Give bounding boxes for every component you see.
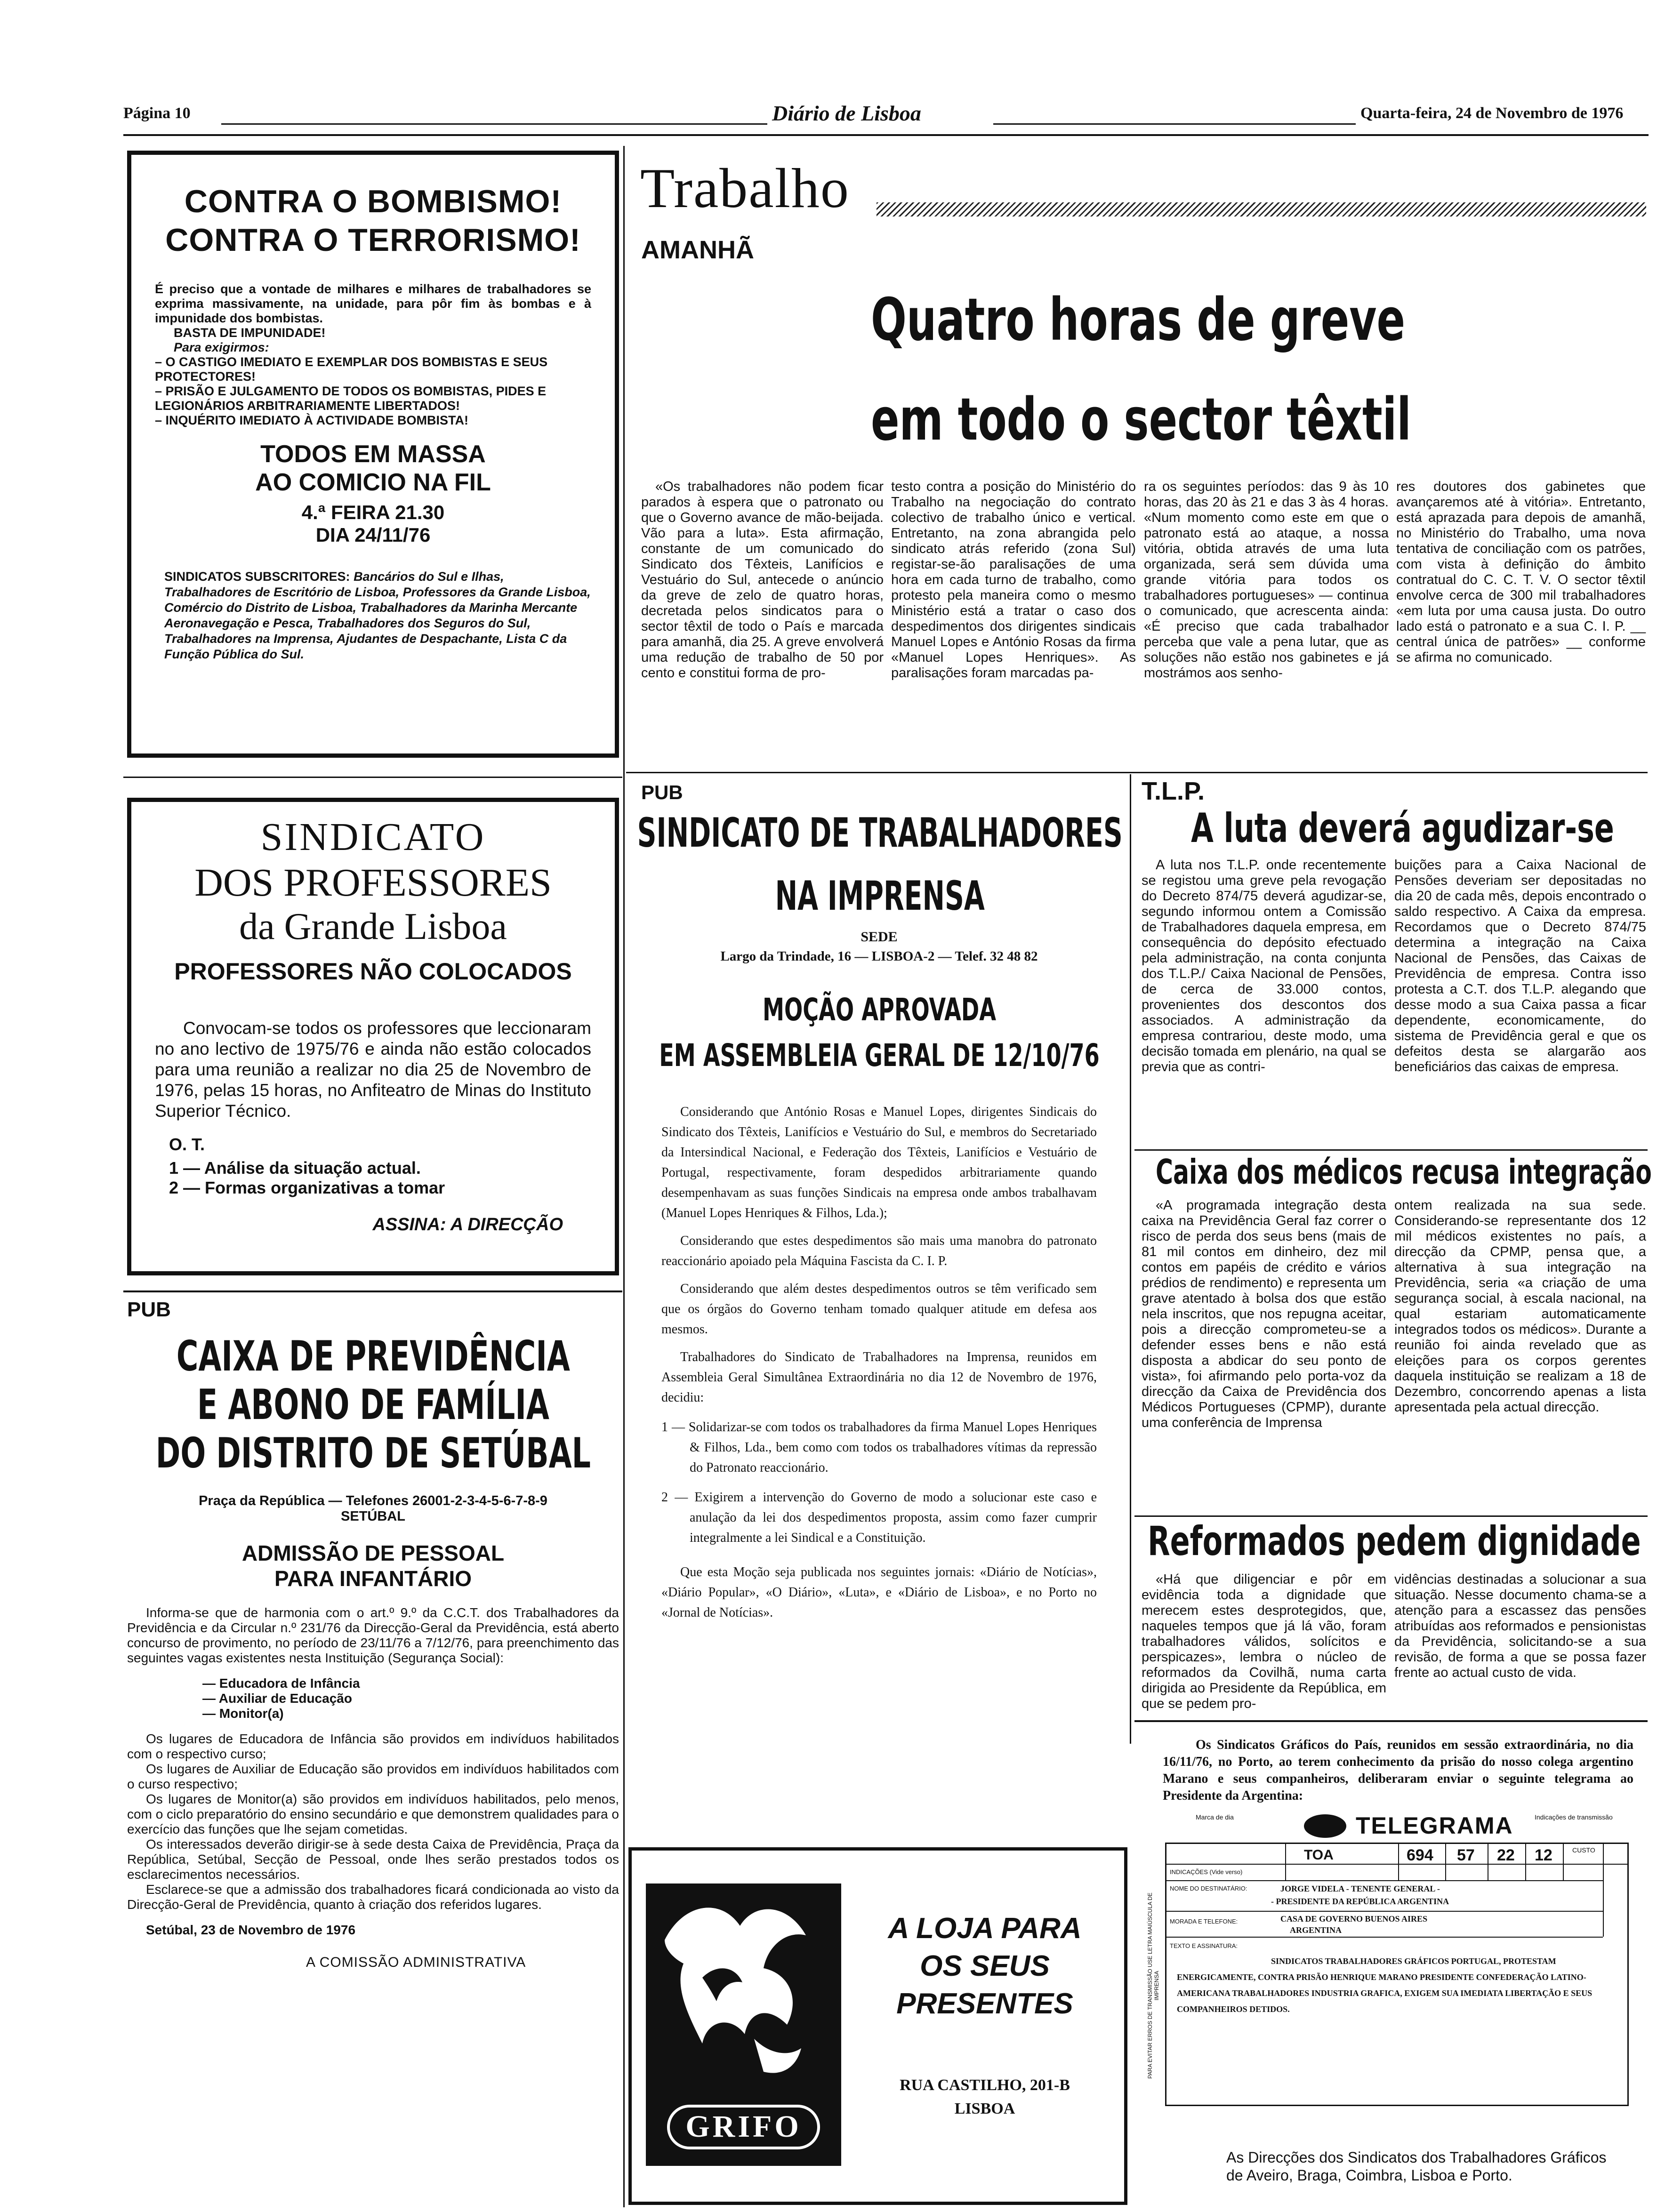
section-title-rule xyxy=(877,202,1646,216)
trabalho-kicker: AMANHÃ xyxy=(641,236,754,264)
imprensa-ad xyxy=(633,809,1125,1826)
imprensa-address: Largo da Trindade, 16 — LISBOA-2 — Telef. 32 48 82 xyxy=(720,949,1038,964)
caixa-heading-1: ADMISSÃO DE PESSOAL xyxy=(241,1541,505,1565)
professores-sign: ASSINA: A DIRECÇÃO xyxy=(372,1215,563,1234)
list-item: – PRISÃO E JULGAMENTO DE TODOS OS BOMBISTAS, PIDES E LEGIONÁRIOS ARBITRARIAMENTE LIBERTADOS! xyxy=(155,384,547,413)
imprensa-para: Considerando que além destes despedimentos outros se têm verificado sem que os órgãos do Governo tenham tomado qualquer atitude em defesa aos mesmos. xyxy=(661,1282,1097,1337)
telegram-data: 22 xyxy=(1497,1846,1515,1864)
trabalho-col-2: testo contra a posição do Ministério do Trabalho na negociação do contrato colectivo de trabalho único e vertical. Entretanto, na zona abrangida pelo sindicato atrás referido (zona Sul) registar-se-ão paralisações de uma hora em cada turno de trabalho, como protesto pela maneira como o mesmo Ministério está a tratar o caso dos despedimentos dos dirigentes sindicais Manuel Lopes e António Rosas da firma «Manuel Lopes Henriques». As paralisações foram marcadas pa- xyxy=(891,479,1136,681)
bombismo-intro: É preciso que a vontade de milhares e milhares de trabalhadores se exprima massivamente, na unidade, para pôr fim às bombas e à impunidade dos bombistas. xyxy=(155,282,591,325)
professores-ot: O. T. xyxy=(169,1135,205,1154)
caixa-city: SETÚBAL xyxy=(341,1509,405,1524)
caixa-para: Os lugares de Auxiliar de Educação são providos em indivíduos habilitados com o curso respectivo; xyxy=(127,1762,619,1791)
caixa-heading-2: PARA INFANTÁRIO xyxy=(274,1566,472,1591)
telegrama-footer: As Direcções dos Sindicatos dos Trabalhadores Gráficos de Aveiro, Braga, Coimbra, Lisboa e Porto. xyxy=(1226,2149,1607,2184)
telegram-mark: Marca de dia xyxy=(1196,1813,1234,1821)
bombismo-demands xyxy=(155,355,591,428)
imprensa-item: 2 — Exigirem a intervenção do Governo de modo a solucionar este caso e anulação da lei dos despedimentos proposta, assim como fazer cumprir integralmente a lei Sindical e a Constituição. xyxy=(661,1490,1097,1545)
reformados-col-2: vidências destinadas a solucionar a sua situação. Nesse documento chama-se a atenção para a escassez das pensões atribuídas aos reformados e pensionistas da Previdência, solicitando-se a sua revisão, de forma a que se possa fazer frente ao actual custo de vida. xyxy=(1394,1572,1646,1680)
telegram-side-note: PARA EVITAR ERROS DE TRANSMISSÃO USE LETRA MAIÚSCULA DE IMPRENSA xyxy=(1147,1892,1160,2079)
professores-ad xyxy=(127,798,619,1275)
bombismo-subs-label: SINDICATOS SUBSCRITORES: xyxy=(164,569,350,584)
section-title: Trabalho xyxy=(640,157,850,219)
page-date: Quarta-feira, 24 de Novembro de 1976 xyxy=(1360,104,1624,122)
imprensa-closing: Que esta Moção seja publicada nos seguintes jornais: «Diário de Notícias», «Diário Popular», «O Diário», «Luta», e «Diário de Lisboa», e no Porto no «Jornal de Notícias». xyxy=(661,1565,1097,1620)
telegram-servico-label: INDICAÇÕES (Vide verso) xyxy=(1170,1868,1243,1875)
caixa-pub-label: PUB xyxy=(127,1298,171,1321)
bombismo-demands-label: Para exigirmos: xyxy=(174,340,269,354)
medicos-headline: Caixa dos médicos recusa integração xyxy=(1156,1152,1652,1192)
bombismo-when-1: 4.ª FEIRA 21.30 xyxy=(301,501,445,523)
telegram-texto: SINDICATOS TRABALHADORES GRÁFICOS PORTUGAL, PROTESTAM ENERGICAMENTE, CONTRA PRISÃO HENRIQUE MARANO PRESIDENTE CONFEDERAÇÃO LATINO-AMERICANA TRABALHADORES INDUSTRIA GRAFICA, EXIGEM SUA IMEDIATA LIBERTAÇÃO E SEUS COMPANHEIROS DETIDOS. xyxy=(1177,1956,1593,2014)
grifo-slogan-1: A LOJA PARA xyxy=(888,1912,1082,1945)
caixa-para: Os lugares de Educadora de Infância são providos em indivíduos habilitados com o respectivo curso; xyxy=(127,1731,619,1761)
caixa-vaga: — Monitor(a) xyxy=(202,1706,284,1721)
professores-body: Convocam-se todos os professores que leccionaram no ano lectivo de 1975/76 e ainda não estão colocados para uma reunião a realizar no dia 25 de Novembro de 1976, pelas 15 horas, no Anfiteatro de Minas do Instituto Superior Técnico. xyxy=(155,1018,591,1121)
imprensa-title-1: SINDICATO DE TRABALHADORES xyxy=(637,809,1123,857)
page-number: Página 10 xyxy=(123,104,191,122)
telegram-morada-1: CASA DE GOVERNO BUENOS AIRES xyxy=(1280,1914,1428,1923)
caixa-address: Praça da República — Telefones 26001-2-3-4-5-6-7-8-9 xyxy=(199,1493,547,1508)
trabalho-col-4: res doutores dos gabinetes que avançaremos até à vitória». Entretanto, está aprazada para depois de amanhã, no Ministério do Trabalho, uma nova tentativa de conciliação com os patrões, com vista à definição do âmbito contratual do C. C. T. V. O sector têxtil envolve cerca de 300 mil trabalhadores «em luta por uma causa justa. Do outro lado está o patronato e a sua C. I. P. __ central única de patrões» __ conforme se afirma no comunicado. xyxy=(1396,479,1646,665)
imprensa-para: Trabalhadores do Sindicato de Trabalhadores na Imprensa, reunidos em Assembleia Geral Simultânea Extraordinária no dia 12 de Novembro de 1976, decidiu: xyxy=(661,1350,1097,1405)
tlp-kicker: T.L.P. xyxy=(1142,777,1205,805)
masthead: Diário de Lisboa xyxy=(772,101,921,125)
telegram-indicacoes: Indicações de transmissão xyxy=(1535,1813,1613,1821)
imprensa-item: 1 — Solidarizar-se com todos os trabalhadores da firma Manuel Lopes Henriques & Filhos, Lda., bem como com todos os trabalhadores vítimas da repressão do Patronato reaccionário. xyxy=(661,1420,1097,1475)
grifo-logo xyxy=(646,1883,841,2166)
grifo-ad xyxy=(628,1847,1127,2205)
caixa-vaga: — Educadora de Infância xyxy=(202,1676,360,1691)
caixa-intro: Informa-se que de harmonia com o art.º 9.º da C.C.T. dos Trabalhadores da Previdência e da Circular n.º 231/76 da Direcção-Geral da Previdência, está aberto concurso de provimento, no período de 23/11/76 a 7/12/76, para preenchimento das seguintes vagas existentes nesta Instituição (Segurança Social): xyxy=(127,1605,619,1665)
caixa-title-1: CAIXA DE PREVIDÊNCIA xyxy=(176,1332,570,1380)
bombismo-subscribers xyxy=(155,569,591,662)
telegram-texto-label: TEXTO E ASSINATURA: xyxy=(1170,1942,1238,1949)
telegram-morada-label: MORADA E TELEFONE: xyxy=(1170,1918,1238,1925)
telegram-dest-2: - PRESIDENTE DA REPÚBLICA ARGENTINA xyxy=(1271,1897,1449,1906)
trabalho-headline-1: Quatro horas de greve xyxy=(871,286,1406,354)
telegram-emblem-icon xyxy=(1304,1814,1346,1838)
grifo-slogan-3: PRESENTES xyxy=(896,1988,1073,2020)
grifo-city: LISBOA xyxy=(954,2100,1015,2117)
reformados-col-1: «Há que diligenciar e pôr em evidência toda a dignidade que merecem estes desprotegidos, que, naqueles tempos que já lá vão, foram trabalhadores válidos, solícitos e perspicazes», lembra o núcleo de reformados da Covilhã, numa carta dirigida ao Presidente da República, em que se pedem pro- xyxy=(1142,1572,1386,1711)
telegram-palavras: 57 xyxy=(1457,1846,1475,1864)
professores-title-2: DOS PROFESSORES xyxy=(194,861,552,905)
grifo-slogan-2: OS SEUS xyxy=(920,1950,1050,1982)
trabalho-col-3: ra os seguintes períodos: das 9 às 10 horas, das 20 às 21 e das 3 às 4 horas. «Num momento como este em que o patronato está ao ataque, a nossa vitória, obtida através de uma luta organizada, será sem dúvida uma grande vitória para todos os trabalhadores portugueses» — continua o comunicado, que acrescenta ainda: «É preciso que cada trabalhador perceba que vale a pena lutar, que as soluções não estão nos gabinetes e já mostrámos aos senho- xyxy=(1144,479,1389,681)
telegram-dest-1: JORGE VIDELA - TENENTE GENERAL - xyxy=(1280,1884,1440,1893)
grifo-brand: GRIFO xyxy=(667,2105,820,2149)
telegram-dest-label: NOME DO DESTINATÁRIO: xyxy=(1170,1885,1247,1892)
telegrama-intro: Os Sindicatos Gráficos do País, reunidos em sessão extraordinária, no dia 16/11/76, no Porto, ao terem conhecimento da prisão do nosso colega argentino Marano e seus companheiros, deliberaram enviar o seguinte telegrama ao Presidente da Argentina: xyxy=(1163,1738,1633,1803)
imprensa-mocao-2: EM ASSEMBLEIA GERAL DE 12/10/76 xyxy=(659,1037,1100,1074)
list-item: – O CASTIGO IMEDIATO E EXEMPLAR DOS BOMBISTAS E SEUS PROTECTORES! xyxy=(155,355,548,384)
bombismo-when-2: DIA 24/11/76 xyxy=(315,524,431,546)
telegram-numero: 694 xyxy=(1407,1846,1433,1864)
bombismo-basta: BASTA DE IMPUNIDADE! xyxy=(174,326,326,340)
bombismo-title-2: CONTRA O TERRORISMO! xyxy=(165,222,581,258)
trabalho-col-1: «Os trabalhadores não podem ficar parados à espera que o patronato ou que o Governo avance de mão-beijada. Vão para a luta». Esta afirmação, constante de um comunicado do Sindicato dos Têxteis, Lanifícios e Vestuário do Sul, antecede o anúncio da greve de zelo de quatro horas, decretada pelos sindicatos para o sector têxtil de todo o País e marcada para amanhã, dia 25. A greve envolverá uma redução de trabalho de 50 por cento e constitui forma de pro- xyxy=(641,479,884,681)
telegram-morada-2: ARGENTINA xyxy=(1290,1925,1342,1935)
caixa-para: Os lugares de Monitor(a) são providos em indivíduos habilitados, pelo menos, com o ciclo preparatório do ensino secundário e que demonstrem qualidades para o exercício das funções que lhe sejam cometidas. xyxy=(127,1792,619,1836)
telegram-servico: TOA xyxy=(1304,1847,1334,1863)
professores-subtitle: PROFESSORES NÃO COLOCADOS xyxy=(174,958,572,985)
bombismo-massa-1: TODOS EM MASSA xyxy=(260,441,486,468)
bombismo-ad xyxy=(127,151,619,758)
imprensa-para: Considerando que António Rosas e Manuel Lopes, dirigentes Sindicais do Sindicato dos Têxteis, Lanifícios e Vestuário do Sul, e membros do Secretariado da Intersindical Nacional, e Federação dos Têxteis, Lanifícios e Vestuário de Portugal, respectivamente, foram despedidos arbitrariamente quando desempenhavam as suas funções Sindicais na empresa onde ambos trabalhavam (Manuel Lopes Henriques & Filhos, Lda.); xyxy=(661,1105,1097,1220)
list-item: – INQUÉRITO IMEDIATO À ACTIVIDADE BOMBISTA! xyxy=(155,413,469,427)
imprensa-para: Considerando que estes despedimentos são mais uma manobra do patronato reaccionário apoiado pela Máquina Fascista da C. I. P. xyxy=(661,1234,1097,1268)
trabalho-headline-2: em todo o sector têxtil xyxy=(871,386,1411,454)
bombismo-subs-text: Bancários do Sul e Ilhas, Trabalhadores de Escritório de Lisboa, Professores da Grande Lisboa, Comércio do Distrito de Lisboa, Trabalhadores da Marinha Mercante Aeronavegação e Pesca, Trabalhadores dos Seguros do Sul, Trabalhadores na Imprensa, Ajudantes de Despachante, Lista C da Função Pública do Sul. xyxy=(164,569,591,661)
tlp-col-2: buições para a Caixa Nacional de Pensões deveriam ser depositadas no dia 20 de cada mês, depois encontrado o saldo respectivo. A Caixa da empresa. Recordamos que o Decreto 874/75 determina a integração na Caixa Nacional de Pensões, das Caixas de Previdência de empresa. Contra isso protesta a C.T. dos T.L.P. alegando que desse modo a sua Caixa passa a ficar dependente, economicamente, do sistema de Previdência geral e que os defeitos desta se alargarão aos beneficiários das caixas de empresa. xyxy=(1394,858,1646,1074)
telegram-form-title: TELEGRAMA xyxy=(1356,1812,1513,1839)
caixa-vaga: — Auxiliar de Educação xyxy=(202,1691,352,1706)
caixa-ad xyxy=(127,1332,619,2207)
bombismo-title-1: CONTRA O BOMBISMO! xyxy=(184,184,562,219)
caixa-sign: A COMISSÃO ADMINISTRATIVA xyxy=(306,1955,526,1970)
caixa-para: Os interessados deverão dirigir-se à sede desta Caixa de Previdência, Praça da República, Setúbal, Secção de Pessoal, onde lhes serão prestados todos os esclarecimentos necessários. xyxy=(127,1837,619,1882)
caixa-title-2: E ABONO DE FAMÍLIA xyxy=(197,1380,549,1429)
caixa-para: Esclarece-se que a admissão dos trabalhadores ficará condicionada ao visto da Direcção-Geral de Previdência, quanto à criação dos referidos lugares. xyxy=(127,1882,619,1912)
professores-item: 1 — Análise da situação actual. xyxy=(169,1158,421,1178)
imprensa-sede: SEDE xyxy=(861,929,898,945)
tlp-col-1: A luta nos T.L.P. onde recentemente se registou uma greve pela revogação do Decreto 874/75 deverá agudizar-se, segundo informou ontem a Comissão de Trabalhadores daquela empresa, em consequência do depósito efectuado pela administração, na conta conjunta dos T.L.P./ Caixa Nacional de Pensões, de cerca de 33.000 contos, provenientes dos descontos dos associados. A administração da empresa contrariou, deste modo, uma decisão tomada em plenário, na qual se previa que as contri- xyxy=(1142,858,1386,1074)
reformados-headline: Reformados pedem dignidade xyxy=(1148,1518,1641,1565)
professores-item: 2 — Formas organizativas a tomar xyxy=(169,1178,445,1197)
professores-title-1: SINDICATO xyxy=(260,815,486,859)
medicos-col-2: ontem realizada na sua sede. Considerando-se representante dos 12 mil médicos existentes no país, a direcção da CPMP, pensa que, a alternativa à sua integração na Previdência, seria «a criação de uma segurança social, à escala nacional, na qual estariam automaticamente integrados todos os médicos». Durante a reunião foi ainda revelado que as eleições para os corpos gerentes daquela instituição se realizam a 18 de Dezembro, concorrendo apenas a lista apresentada pela actual direcção. xyxy=(1394,1198,1646,1415)
medicos-col-1: «A programada integração desta caixa na Previdência Geral faz correr o risco de perda dos seus bens (mais de 81 mil contos em dinheiro, dez mil contos em papéis de crédito e vários prédios de rendimento) e representa um grave atentado à bolsa dos que estão nela inscritos, que nos repugna aceitar, pois a direcção comprometeu-se a defender esses bens e não está disposta a abdicar do seu ponto de vista», foi afirmando pelo porta-voz da direcção da Caixa de Previdência dos Médicos Portugueses (CPMP), durante uma conferência de Imprensa xyxy=(1142,1198,1386,1430)
caixa-title-3: DO DISTRITO DE SETÚBAL xyxy=(155,1429,591,1477)
professores-title-3: da Grande Lisboa xyxy=(239,906,507,947)
imprensa-pub-label: PUB xyxy=(641,781,683,803)
caixa-place-date: Setúbal, 23 de Novembro de 1976 xyxy=(146,1923,356,1937)
imprensa-title-2: NA IMPRENSA xyxy=(775,873,985,920)
telegram-form xyxy=(1149,1810,1638,2130)
telegram-hora: 12 xyxy=(1535,1846,1552,1864)
imprensa-mocao-1: MOÇÃO APROVADA xyxy=(763,992,997,1028)
tlp-headline: A luta deverá agudizar-se xyxy=(1191,805,1614,852)
grifo-address: RUA CASTILHO, 201-B xyxy=(900,2076,1070,2094)
telegram-custo: CUSTO xyxy=(1572,1846,1595,1854)
bombismo-massa-2: AO COMICIO NA FIL xyxy=(255,469,491,496)
